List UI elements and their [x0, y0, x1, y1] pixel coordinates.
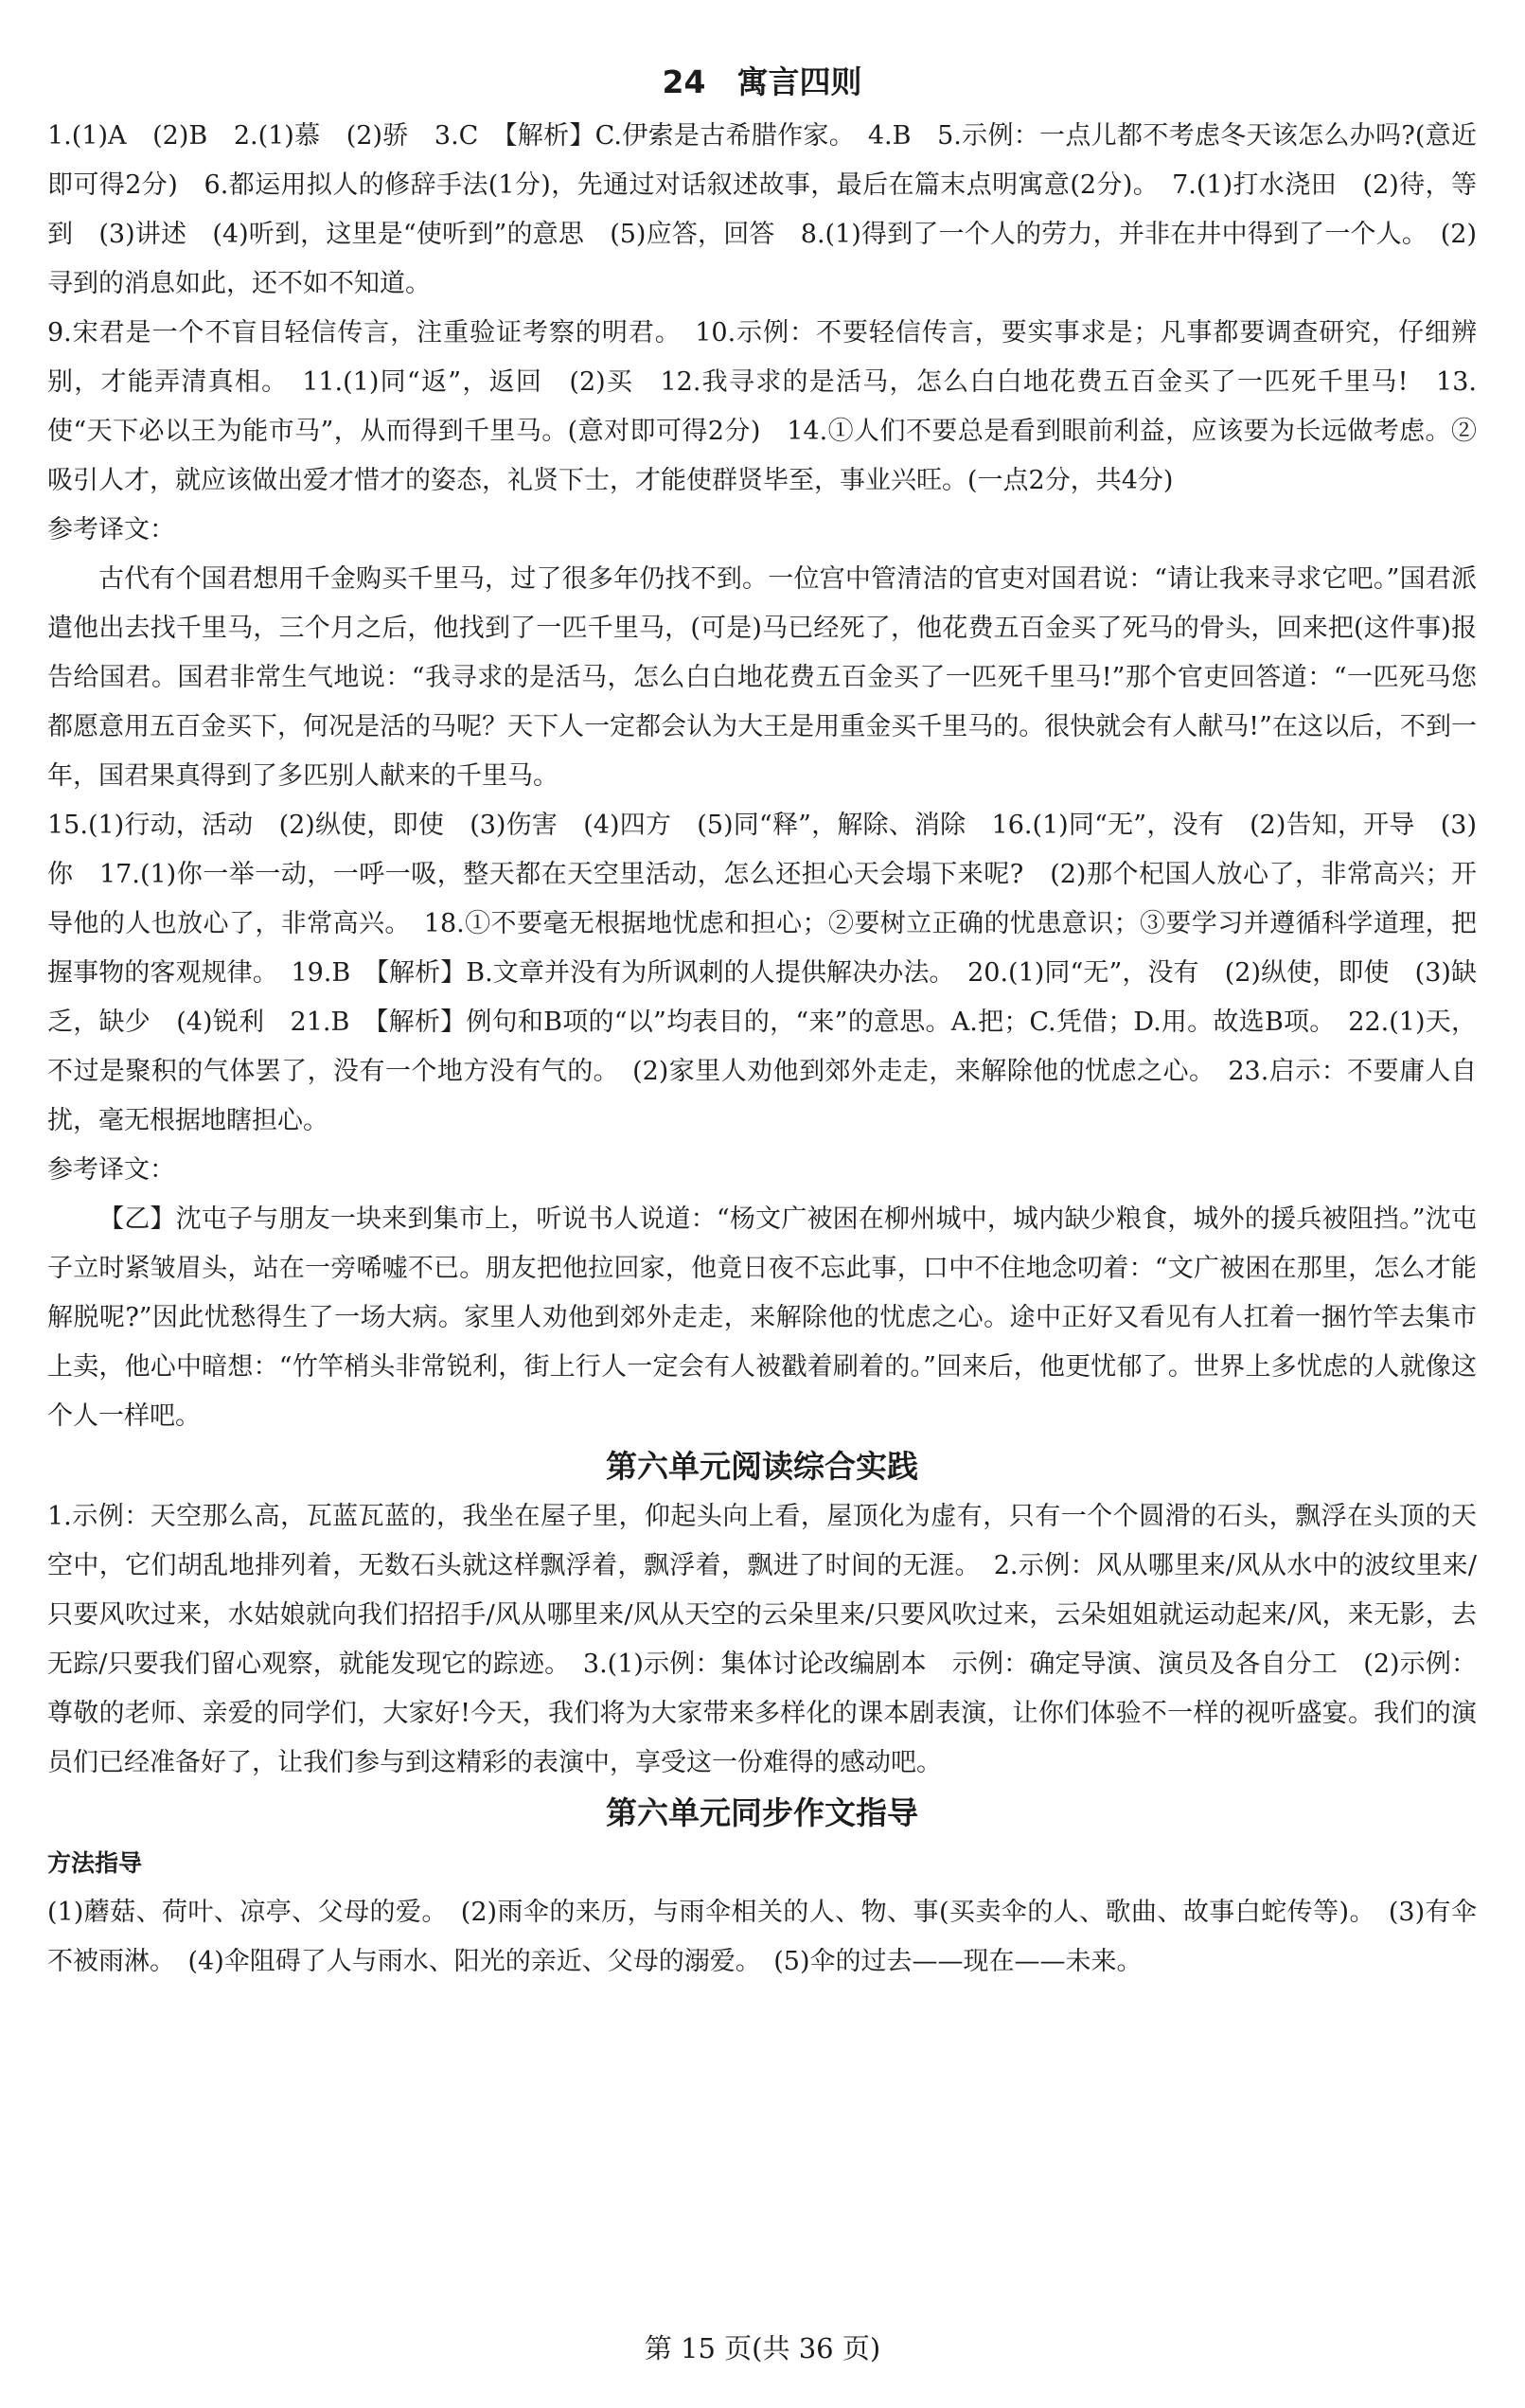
translation-paragraph-2: 【乙】沈屯子与朋友一块来到集市上，听说书人说道：“杨文广被困在柳州城中，城内缺少粮食，城外的援兵被阻挡。”沈屯子立时紧皱眉头，站在一旁唏嘘不已。朋友把他拉回家，他竟日夜不忘此事，口中不住地念叨着：“文广被困在那里，怎么才能解脱呢?”因此忧愁得生了一场大病。家里人劝他到郊外走走，来解除他的忧虑之心。途中正好又看见有人扛着一捆竹竿去集市上卖，他心中暗想：“竹竿梢头非常锐利，街上行人一定会有人被戳着刷着的。”回来后，他更忧郁了。世界上多忧虑的人就像这个人一样吧。: [47, 1204, 1477, 1431]
reading-practice-answers: 1.示例：天空那么高，瓦蓝瓦蓝的，我坐在屋子里，仰起头向上看，屋顶化为虚有，只有一个个圆滑的石头，飘浮在头顶的天空中，它们胡乱地排列着，无数石头就这样飘浮着，飘浮着，飘进了时间的无涯。 2.示例：风从哪里来/风从水中的波纹里来/只要风吹过来，水姑娘就向我们招招手/风从哪里来/风从天空的云朵里来/只要风吹过来，云朵姐姐就运动起来/风，来无影，去无踪/只要我们留心观察，就能发现它的踪迹。 3.(1)示例：集体讨论改编剧本 示例：确定导演、演员及各自分工 (2)示例：尊敬的老师、亲爱的同学们，大家好!今天，我们将为大家带来多样化的课本剧表演，让你们体验不一样的视听盛宴。我们的演员们已经准备好了，让我们参与到这精彩的表演中，享受这一份难得的感动吧。: [47, 1502, 1477, 1777]
answers-block-3: 15.(1)行动，活动 (2)纵使，即使 (3)伤害 (4)四方 (5)同“释”，解除、消除 16.(1)同“无”，没有 (2)告知，开导 (3)你 17.(1)你一举一动，一呼一吸，整天都在天空里活动，怎么还担心天会塌下来呢? (2)那个杞国人放心了，非常高兴；开导他的人也放心了，非常高兴。 18.①不要毫无根据地忧虑和担心；②要树立正确的忧患意识；③要学习并遵循科学道理，把握事物的客观规律。 19.B 【解析】B.文章并没有为所讽刺的人提供解决办法。 20.(1)同“无”，没有 (2)纵使，即使 (3)缺乏，缺少 (4)锐利 21.B 【解析】例句和B项的“以”均表目的，“来”的意思。A.把；C.凭借；D.用。故选B项。 22.(1)天，不过是聚积的气体罢了，没有一个地方没有气的。 (2)家里人劝他到郊外走走，来解除他的忧虑之心。 23.启示：不要庸人自扰，毫无根据地瞎担心。: [47, 811, 1477, 1135]
translation-paragraph-1: 古代有个国君想用千金购买千里马，过了很多年仍找不到。一位宫中管清洁的官吏对国君说：“请让我来寻求它吧。”国君派遣他出去找千里马，三个月之后，他找到了一匹千里马，(可是)马已经死了，他花费五百金买了死马的骨头，回来把(这件事)报告给国君。国君非常生气地说：“我寻求的是活马，怎么白白地花费五百金买了一匹死千里马!”那个官吏回答道：“一匹死马您都愿意用五百金买下，何况是活的马呢？天下人一定都会认为大王是用重金买千里马的。很快就会有人献马!”在这以后，不到一年，国君果真得到了多匹别人献来的千里马。: [47, 564, 1477, 791]
method-guide-heading: 方法指导: [47, 1849, 143, 1877]
section-title-fables: 24 寓言四则: [662, 63, 862, 100]
document-page: [47, 57, 1477, 1987]
reference-translation-label: 参考译文：: [47, 515, 175, 544]
page-number-footer: 第 15 页(共 36 页): [644, 2332, 881, 2364]
method-guide-answers: (1)蘑菇、荷叶、凉亭、父母的爱。 (2)雨伞的来历，与雨伞相关的人、物、事(买卖伞的人、歌曲、故事白蛇传等)。 (3)有伞不被雨淋。 (4)伞阻碍了人与雨水、阳光的亲近、父母的溺爱。 (5)伞的过去——现在——未来。: [47, 1898, 1477, 1976]
section-title-reading-practice: 第六单元阅读综合实践: [606, 1448, 918, 1485]
answers-block-1: 1.(1)A (2)B 2.(1)慕 (2)骄 3.C 【解析】C.伊索是古希腊作家。 4.B 5.示例：一点儿都不考虑冬天该怎么办吗?(意近即可得2分) 6.都运用拟人的修辞手法(1分)，先通过对话叙述故事，最后在篇末点明寓意(2分)。 7.(1)打水浇田 (2)待，等到 (3)讲述 (4)听到，这里是“使听到”的意思 (5)应答，回答 8.(1)得到了一个人的劳力，并非在井中得到了一个人。 (2)寻到的消息如此，还不如不知道。: [47, 121, 1477, 298]
section-title-writing-guide: 第六单元同步作文指导: [606, 1794, 918, 1831]
answers-block-2: 9.宋君是一个不盲目轻信传言，注重验证考察的明君。 10.示例：不要轻信传言，要实事求是；凡事都要调查研究，仔细辨别，才能弄清真相。 11.(1)同“返”，返回 (2)买 12.我寻求的是活马，怎么白白地花费五百金买了一匹死千里马! 13.使“天下必以王为能市马”，从而得到千里马。(意对即可得2分) 14.①人们不要总是看到眼前利益，应该要为长远做考虑。②吸引人才，就应该做出爱才惜才的姿态，礼贤下士，才能使群贤毕至，事业兴旺。(一点2分，共4分): [47, 318, 1477, 495]
reference-translation-label-2: 参考译文：: [47, 1155, 175, 1185]
